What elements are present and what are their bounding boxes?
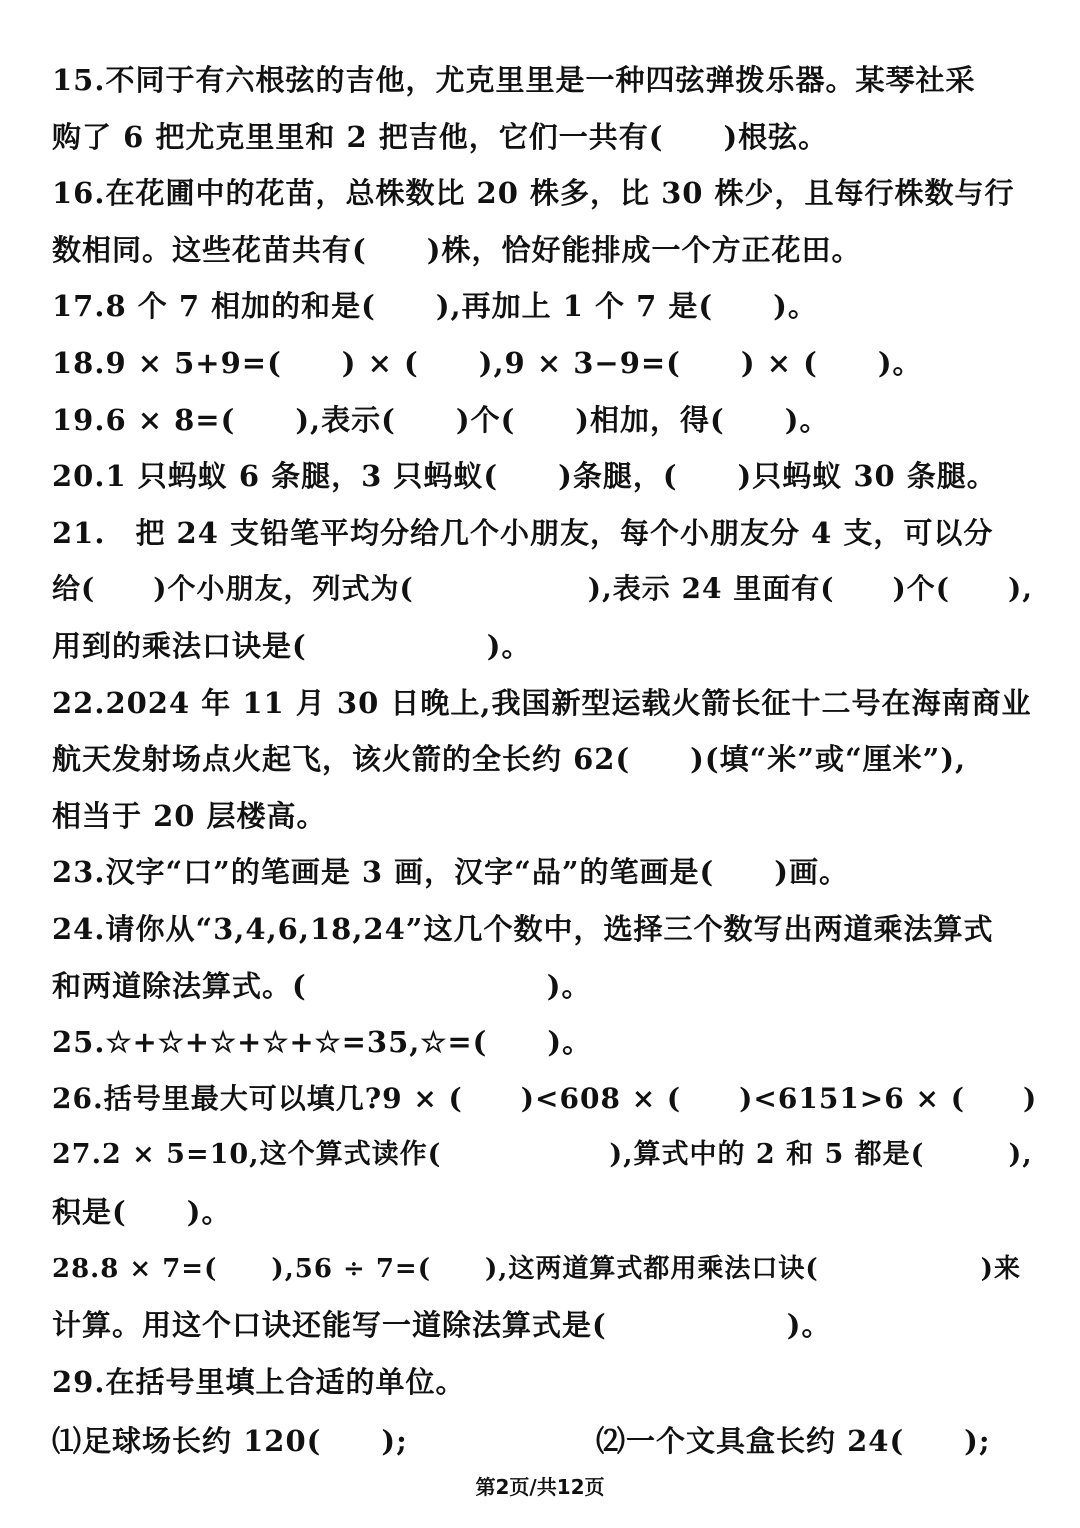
sub-item-football-field: ⑴足球场长约 120( );: [52, 1424, 408, 1458]
q27-line-2: 积是( )。: [52, 1195, 232, 1229]
q23-line-1: 23.汉字“口”的笔画是 3 画，汉字“品”的笔画是( )画。: [52, 855, 849, 889]
q28-line-2: 计算。用这个口诀还能写一道除法算式是( )。: [52, 1308, 832, 1342]
q15-line-2: 购了 6 把尤克里里和 2 把吉他，它们一共有( )根弦。: [52, 120, 829, 154]
q19-line-1: 19.6 × 8=( ),表示( )个( )相加，得( )。: [52, 403, 830, 437]
q17-line-1: 17.8 个 7 相加的和是( ),再加上 1 个 7 是( )。: [52, 289, 818, 323]
q24-line-2: 和两道除法算式。( )。: [52, 969, 592, 1003]
q29-line-1: 29.在括号里填上合适的单位。: [52, 1365, 466, 1399]
page-footer: 第2页/共12页: [475, 1475, 605, 1499]
q26-line-1: 26.括号里最大可以填几?9 × ( )<608 × ( )<6151>6 × ( ): [52, 1082, 1038, 1115]
q22-line-2: 航天发射场点火起飞，该火箭的全长约 62( )(填“米”或“厘米”),: [52, 742, 967, 776]
q24-line-1: 24.请你从“3,4,6,18,24”这几个数中，选择三个数写出两道乘法算式: [52, 912, 994, 946]
q16-line-2: 数相同。这些花苗共有( )株，恰好能排成一个方正花田。: [52, 233, 862, 267]
q21-line-1: 21. 把 24 支铅笔平均分给几个小朋友，每个小朋友分 4 支，可以分: [52, 516, 994, 550]
q28-line-1: 28.8 × 7=( ),56 ÷ 7=( ),这两道算式都用乘法口诀( )来: [52, 1254, 1021, 1284]
q16-line-1: 16.在花圃中的花苗，总株数比 20 株多，比 30 株少，且每行株数与行: [52, 176, 1015, 210]
q21-line-2: 给( )个小朋友，列式为( ),表示 24 里面有( )个( ),: [52, 572, 1033, 605]
q25-line-1: 25.☆+☆+☆+☆+☆=35,☆=( )。: [52, 1025, 593, 1059]
q21-line-3: 用到的乘法口诀是( )。: [52, 629, 532, 663]
q15-line-1: 15.不同于有六根弦的吉他，尤克里里是一种四弦弹拨乐器。某琴社采: [52, 63, 976, 97]
q22-line-1: 22.2024 年 11 月 30 日晚上,我国新型运载火箭长征十二号在海南商业: [52, 686, 1032, 720]
q18-line-1: 18.9 × 5+9=( ) × ( ),9 × 3−9=( ) × ( )。: [52, 346, 923, 380]
q22-line-3: 相当于 20 层楼高。: [52, 799, 327, 833]
q27-line-1: 27.2 × 5=10,这个算式读作( ),算式中的 2 和 5 都是( ),: [52, 1139, 1033, 1170]
sub-item-pencil-box: ⑵一个文具盒长约 24( );: [596, 1424, 991, 1458]
q20-line-1: 20.1 只蚂蚁 6 条腿，3 只蚂蚁( )条腿，( )只蚂蚁 30 条腿。: [52, 459, 997, 493]
